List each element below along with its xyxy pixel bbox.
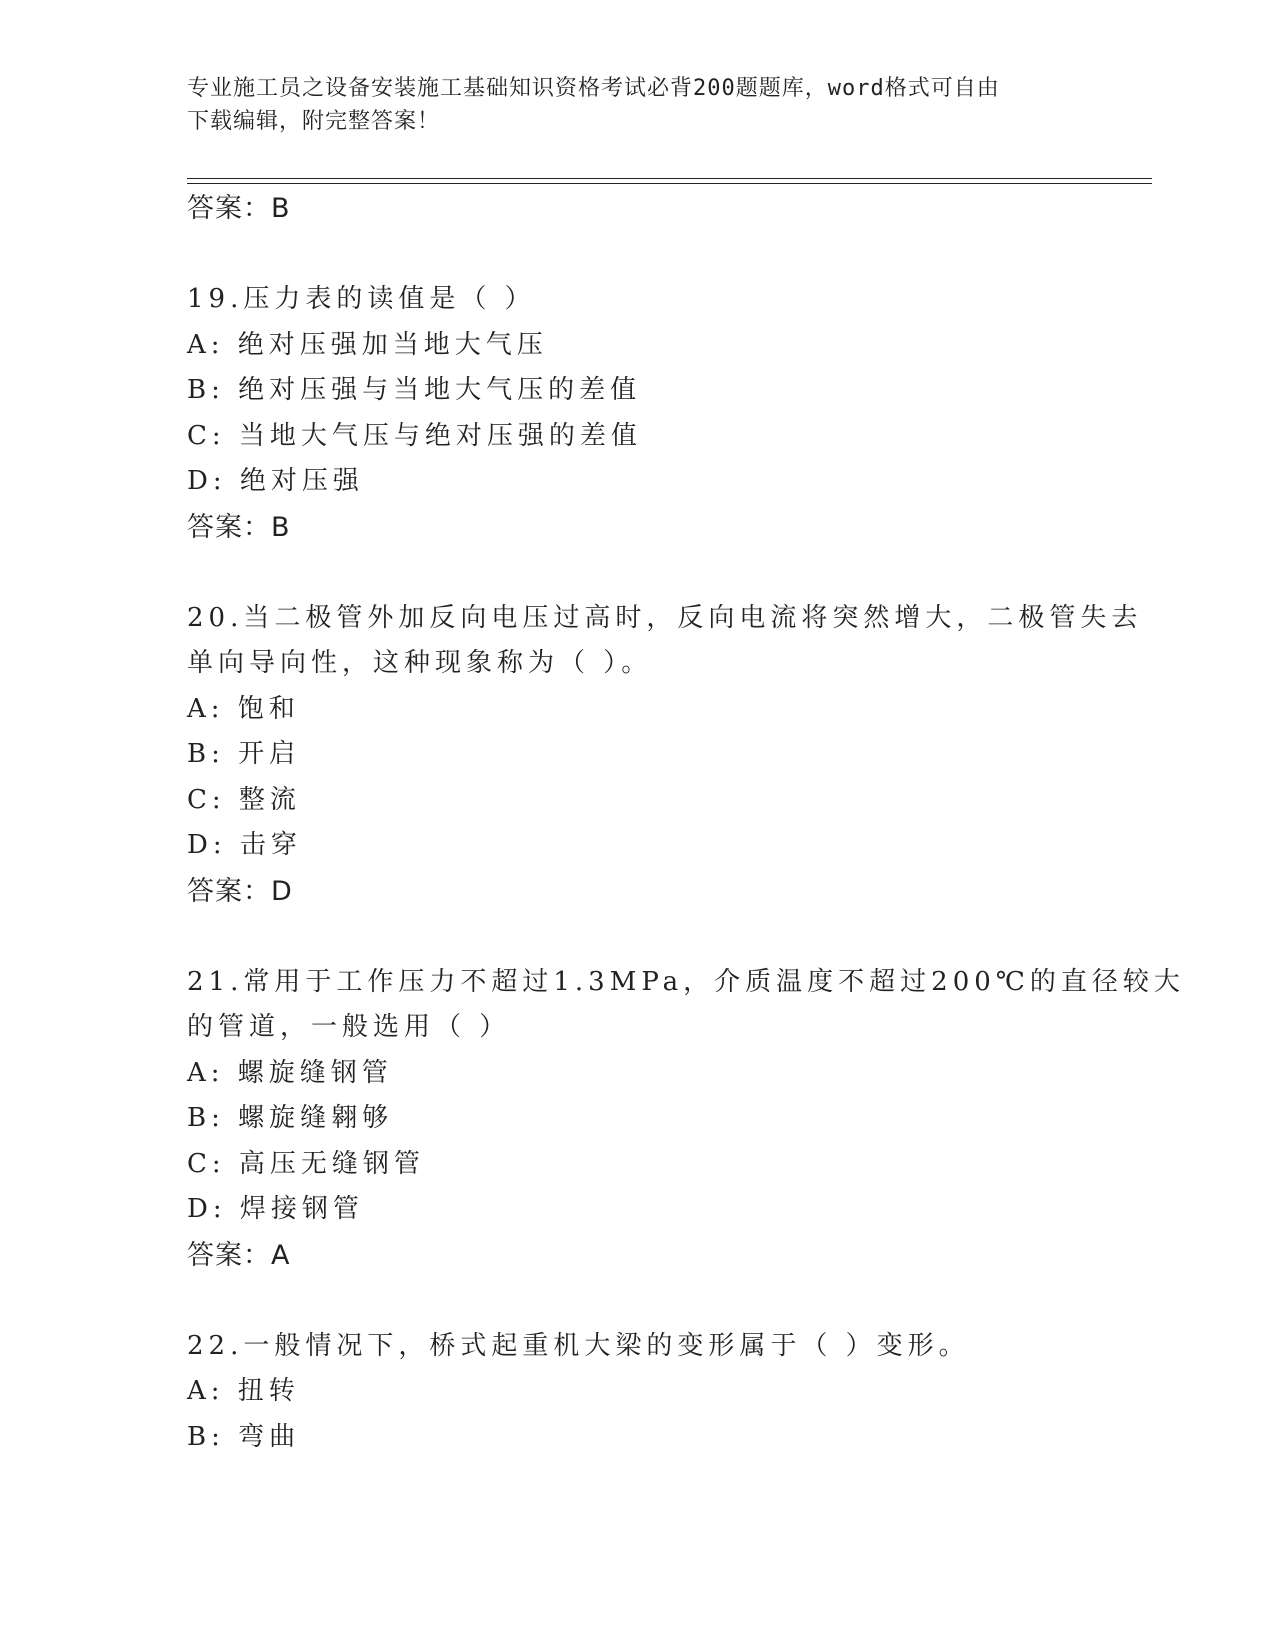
- answer: 答案：A: [187, 1239, 291, 1271]
- question-20: [187, 596, 1143, 915]
- question-stem-line-2: 单向导向性，这种现象称为（ ）。: [187, 648, 653, 678]
- option-b: B: 绝对压强与当地大气压的差值: [187, 375, 642, 405]
- question-stem-line-1: 21.常用于工作压力不超过1.3MPa，介质温度不超过200℃的直径较大: [187, 966, 1185, 997]
- header-rule-bottom: [187, 183, 1152, 184]
- header-line-1: 专业施工员之设备安装施工基础知识资格考试必背200题题库，word格式可自由: [187, 76, 1000, 101]
- spacer: [187, 550, 1087, 596]
- option-d: D: 焊接钢管: [187, 1194, 364, 1224]
- question-stem: 22.一般情况下，桥式起重机大梁的变形属于（ ）变形。: [187, 1330, 970, 1361]
- question-19: [187, 277, 1087, 550]
- spacer: [187, 914, 1087, 960]
- question-22: [187, 1324, 1087, 1461]
- answer: 答案：D: [187, 875, 293, 907]
- option-c: C: 整流: [187, 784, 301, 815]
- option-b: B: 开启: [187, 739, 301, 769]
- option-d: D: 绝对压强: [187, 466, 364, 496]
- option-c: C: 高压无缝钢管: [187, 1148, 425, 1179]
- option-b: B: 弯曲: [187, 1421, 301, 1452]
- answer-previous: 答案：B: [187, 193, 291, 224]
- option-c: C: 当地大气压与绝对压强的差值: [187, 420, 642, 451]
- answer: 答案：B: [187, 511, 291, 543]
- question-stem-line-2: 的管道，一般选用（ ）: [187, 1012, 511, 1042]
- spacer: [187, 232, 1087, 278]
- question-list: [187, 186, 1185, 1460]
- header-line-2: 下载编辑，附完整答案！: [187, 109, 441, 134]
- question-21: [187, 960, 1185, 1279]
- option-a: A: 饱和: [187, 693, 300, 724]
- question-stem: 19.压力表的读值是（ ）: [187, 284, 536, 314]
- option-a: A: 螺旋缝钢管: [187, 1057, 393, 1088]
- question-stem-line-1: 20.当二极管外加反向电压过高时，反向电流将突然增大，二极管失去: [187, 602, 1143, 633]
- option-d: D: 击穿: [187, 830, 302, 860]
- spacer: [187, 1278, 1087, 1324]
- option-a: A: 扭转: [187, 1376, 300, 1406]
- document-header: [187, 72, 1067, 138]
- header-rule-top: [187, 178, 1152, 179]
- option-b: B: 螺旋缝翱够: [187, 1103, 394, 1133]
- option-a: A: 绝对压强加当地大气压: [187, 329, 548, 360]
